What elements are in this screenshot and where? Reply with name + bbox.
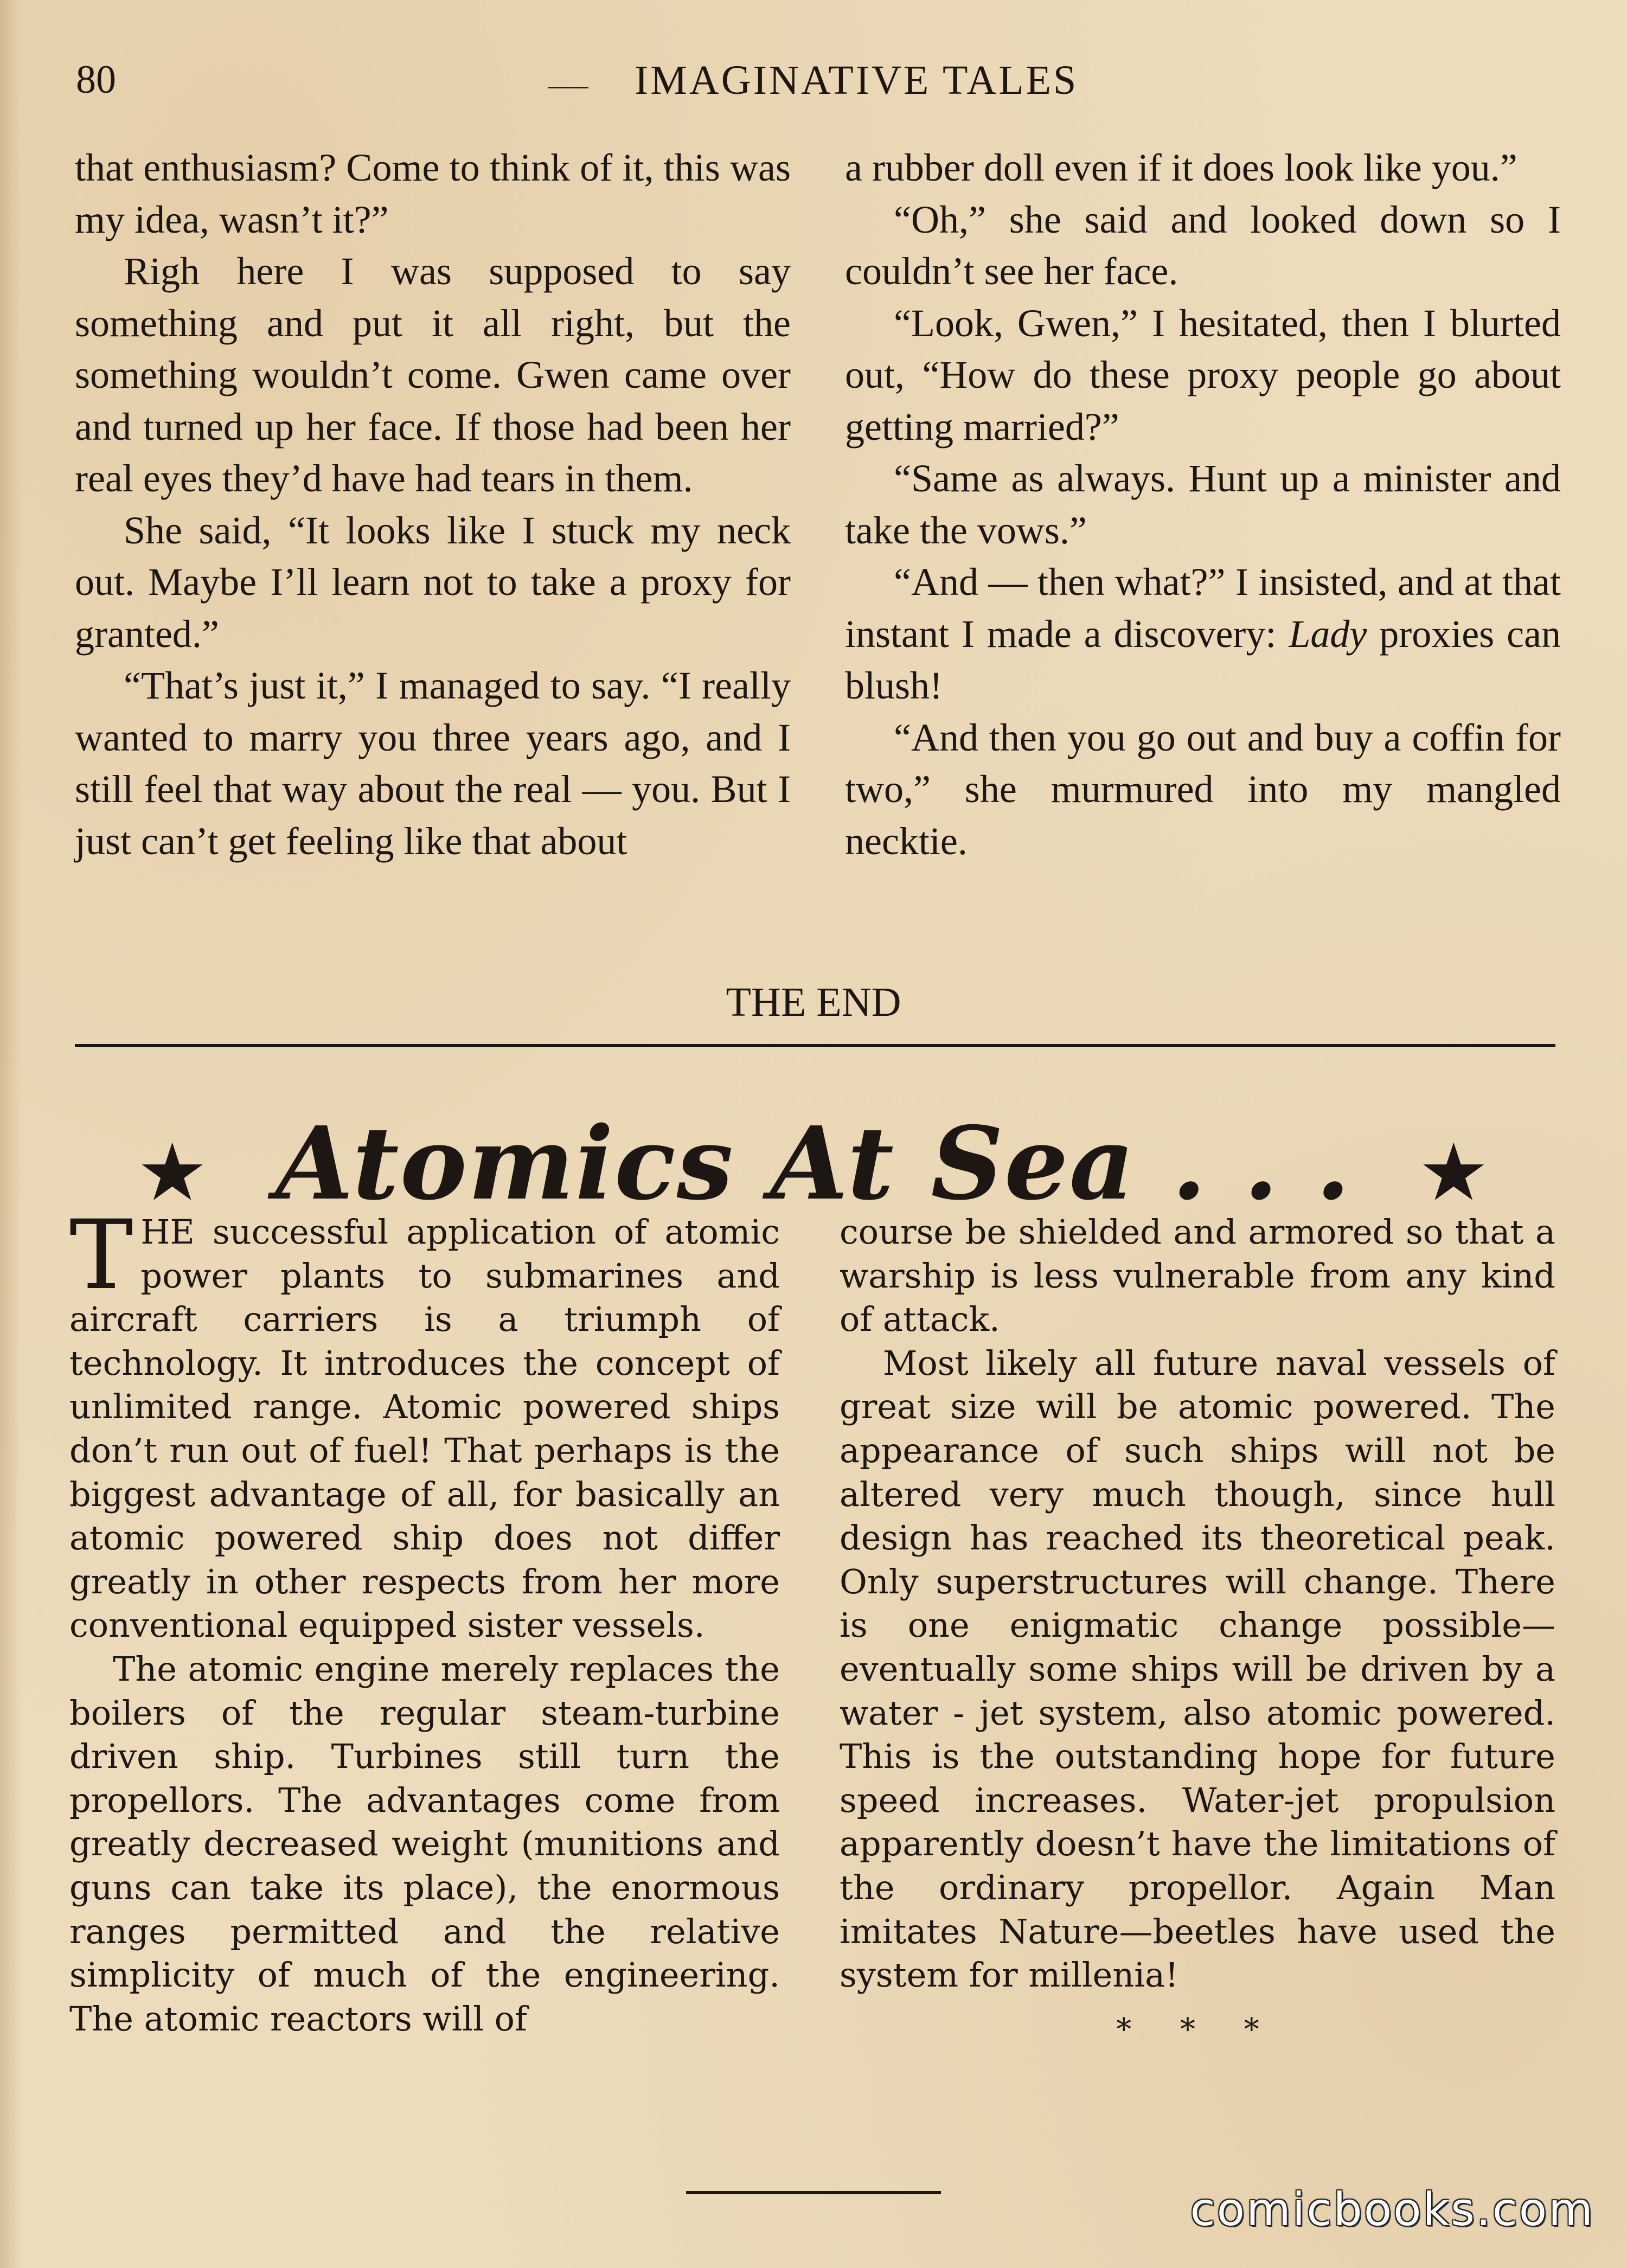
story-paragraph: She said, “It looks like I stuck my neck out. Maybe I’ll learn not to take a proxy for granted.” <box>75 508 791 656</box>
article-column-left <box>69 1200 780 2041</box>
story-paragraph: “Oh,” she said and looked down so I couldn’t see her face. <box>845 197 1561 293</box>
article-title: Atomics At Sea . . . <box>275 1104 1352 1222</box>
page-number: 80 <box>76 57 116 102</box>
article-title-banner <box>0 1101 1627 1226</box>
article-paragraph: Most likely all future naval vessels of great size will be atomic powered. The appearance of such ships will not be altered very much though, since hull design has reached its theoretical peak. Only superstructures will change. There is one enigmatic change possible—eventually some ships will be driven by a water - jet system, also atomic powered. This is the outstanding hope for future speed increases. Water-jet propulsion apparently doesn’t have the limitations of the ordinary propellor. Again Man imitates Nature—beetles have used the system for millenia! <box>840 1343 1555 1995</box>
story-text: “And — then what?” I insisted, and at that instant I made a discovery: <box>845 560 1561 656</box>
article-column-right <box>840 1210 1555 2052</box>
running-title: IMAGINATIVE TALES <box>635 57 1079 103</box>
page-header <box>76 57 1551 117</box>
bottom-rule <box>686 2191 941 2194</box>
the-end-marker: THE END <box>726 979 901 1025</box>
header-dash <box>548 87 588 88</box>
article-paragraph: course be shielded and armored so that a warship is less vulnerable from any kind of attack. <box>840 1212 1555 1340</box>
story-paragraph: Righ here I was supposed to say something and put it all right, but the something wouldn’t come. Gwen came over and turned up her face. If those had been her real eyes they’d have had tears in them. <box>75 249 791 500</box>
section-divider <box>75 1044 1555 1047</box>
end-asterisks: * * * <box>1116 2011 1279 2047</box>
story-text: proxies can blush! <box>845 612 1561 707</box>
story-paragraph: “And then you go out and buy a coffin for two,” she murmured into my mangled necktie. <box>845 715 1561 863</box>
story-paragraph: “That’s just it,” I managed to say. “I really wanted to marry you three years ago, and I still feel that way about the real — you. But I just can’t get feeling like that about <box>75 664 791 863</box>
italic-word: Lady <box>1289 612 1367 656</box>
star-icon: ★ <box>140 1131 205 1214</box>
story-column-right <box>845 142 1561 867</box>
article-paragraph <box>69 1200 780 1648</box>
drop-cap: T <box>69 1200 133 1311</box>
story-column-left <box>75 142 791 867</box>
story-paragraph: a rubber doll even if it does look like you.” <box>845 146 1517 189</box>
article-paragraph: The atomic engine merely replaces the boilers of the regular steam-turbine driven ship. Turbines still turn the propellors. The advantages come from greatly decreased weight (munitions and guns can take its place), the enormous ranges permitted and the relative simplicity of much of the engineering. The atomic reactors will of <box>69 1649 780 2039</box>
story-paragraph: “Look, Gwen,” I hesitated, then I blurted out, “How do these proxy people go about getting married?” <box>845 301 1561 449</box>
story-paragraph: that enthusiasm? Come to think of it, this was my idea, wasn’t it?” <box>75 146 791 241</box>
story-paragraph <box>845 556 1561 712</box>
article-text: HE successful application of atomic power plants to submarines and aircraft carriers is a triumph of technology. It introduces the concept of unlimited range. Atomic powered ships don’t run out of fuel! That perhaps is the biggest advantage of all, for basically an atomic powered ship does not differ greatly in other respects from her more conventional equipped sister vessels. <box>69 1212 780 1645</box>
watermark-logo: comicbooks.com <box>1190 2183 1594 2236</box>
star-icon: ★ <box>1422 1131 1487 1214</box>
story-paragraph: “Same as always. Hunt up a minister and take the vows.” <box>845 457 1561 552</box>
